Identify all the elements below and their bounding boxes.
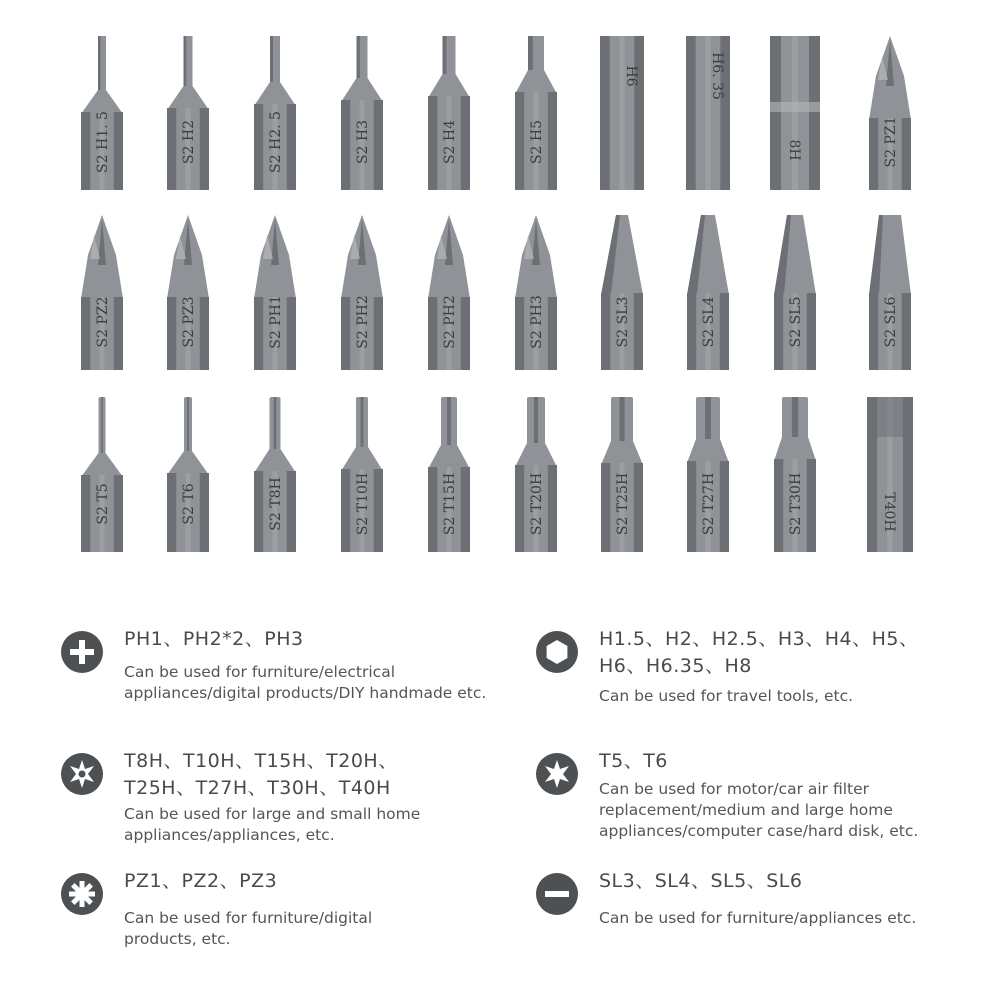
bit-label: H6. 35 [709,52,725,100]
bit-label: S2 T20H [529,472,545,536]
bit-pozi [148,211,228,376]
bit-label: S2 PH3 [529,295,545,349]
bit-label: S2 H5 [529,119,545,165]
phillips-cross-icon [60,630,104,674]
torx-star-icon [60,752,104,796]
bit-label: S2 PZ1 [883,116,899,168]
bit-torx [148,393,228,558]
star-icon [535,752,579,796]
pozidriv-icon [60,872,104,916]
legend-title: PZ1、PZ2、PZ3 [124,870,278,892]
bit-label: S2 PH2 [442,295,458,349]
legend-description: Can be used for furniture/appliances etc. [599,909,917,927]
legend-description: Can be used for large and small home appliances/appliances, etc. [124,805,421,844]
bit-label: S2 T10H [355,472,371,536]
bit-torx [496,393,576,558]
bit-hex [235,32,315,196]
bit-label: S2 H1. 5 [95,111,111,173]
bit-label: S2 PH2 [355,295,371,349]
bit-label: S2 T25H [615,472,631,536]
bit-label: S2 H2 [181,119,197,165]
bit-torxbig [850,393,930,558]
legend-description: Can be used for furniture/electrical appliances/digital products/DIY handmade etc. [124,663,487,702]
bit-pozi [62,211,142,376]
bit-phillips [850,32,930,196]
bit-slot [850,211,930,376]
bit-label: S2 PZ3 [181,296,197,348]
bit-phillips [496,211,576,376]
bit-slot [668,211,748,376]
bit-torx [322,393,402,558]
slotted-minus-icon [535,872,579,916]
legend-title: SL3、SL4、SL5、SL6 [599,870,803,892]
bit-torx [235,393,315,558]
legend-title: H1.5、H2、H2.5、H3、H4、H5、H6、H6.35、H8 [599,628,919,677]
bit-label: 8H [786,139,802,161]
bit-label: S2 SL5 [788,296,804,348]
legend-title: PH1、PH2*2、PH3 [124,628,304,650]
legend-title: T5、T6 [599,750,668,772]
bit-label: S2 PH1 [268,295,284,349]
bit-label: S2 T5 [95,483,111,525]
bit-hex [409,32,489,196]
bit-hexbar [668,32,748,196]
legend-title: T8H、T10H、T15H、T20H、T25H、T27H、T30H、T40H [124,750,398,799]
legend-description: Can be used for travel tools, etc. [599,687,854,705]
bit-torx [582,393,662,558]
bit-label: S2 T15H [442,472,458,536]
bit-torx [409,393,489,558]
bit-slot [755,211,835,376]
bit-label: S2 H3 [355,119,371,165]
bit-label: S2 PZ2 [95,296,111,348]
bit-label: S2 T8H [268,477,284,531]
legend-description: Can be used for motor/car air filter replacement/medium and large home appliances/computer case/hard disk, etc. [599,780,919,840]
bit-phillips [322,211,402,376]
bit-slot [582,211,662,376]
bit-label: S2 T6 [181,483,197,525]
bit-label: S2 H2. 5 [268,111,284,173]
bit-label: H6 [623,65,639,87]
bit-label: S2 SL3 [615,296,631,348]
bit-hexbig [755,32,835,196]
bit-torx [62,393,142,558]
bit-torx [668,393,748,558]
bit-hex [62,32,142,196]
bit-phillips [409,211,489,376]
bit-hex [496,32,576,196]
bit-phillips [235,211,315,376]
legend-description: Can be used for furniture/digital products, etc. [124,909,373,948]
bit-hex [322,32,402,196]
bit-label: S2 T27H [701,472,717,536]
bit-label: S2 SL6 [883,296,899,348]
bit-label: T40H [881,492,897,532]
hexagon-icon [535,630,579,674]
bit-label: S2 H4 [442,119,458,165]
bit-label: S2 SL4 [701,296,717,348]
bit-torx [755,393,835,558]
bit-label: S2 T30H [788,472,804,536]
bit-hexbar [582,32,662,196]
bit-hex [148,32,228,196]
